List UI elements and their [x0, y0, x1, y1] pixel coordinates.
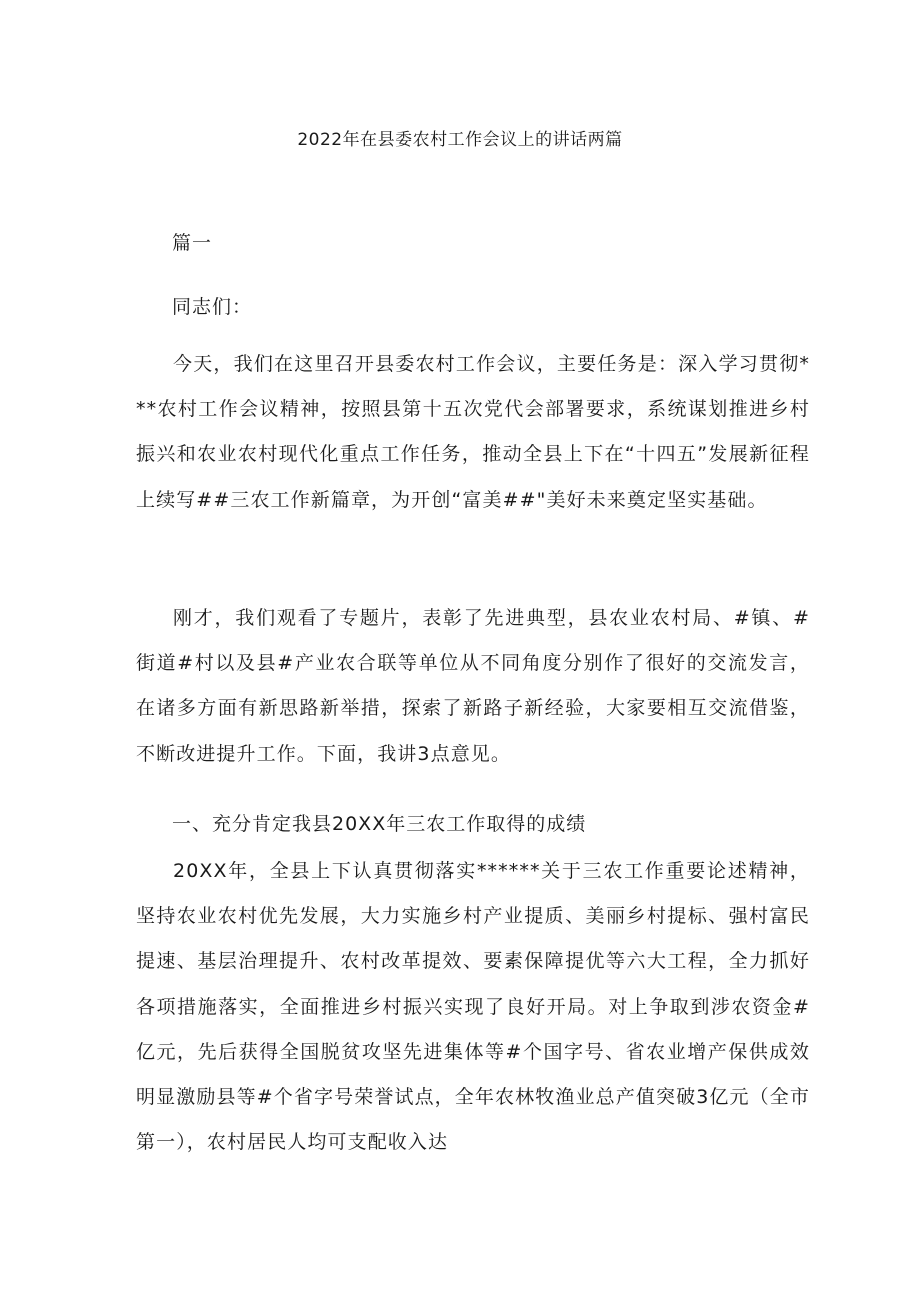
paragraph-achievements: 20XX年，全县上下认真贯彻落实******关于三农工作重要论述精神，坚持农业农村优先发展，大力实施乡村产业提质、美丽乡村提标、强村富民提速、基层治理提升、农村改革提效、要素保障提优等六大工程，全力抓好各项措施落实，全面推进乡村振兴实现了良好开局。对上争取到涉农资金#亿元，先后获得全国脱贫攻坚先进集体等#个国字号、省农业增产保供成效明显激励县等#个省字号荣誉试点，全年农林牧渔业总产值突破3亿元（全市第一），农村居民人均可支配收入达: [136, 860, 810, 1154]
document-title: 2022年在县委农村工作会议上的讲话两篇: [297, 130, 623, 150]
section-heading-1: 一、充分肯定我县20XX年三农工作取得的成绩: [172, 813, 587, 835]
paragraph-review: 刚才，我们观看了专题片，表彰了先进典型，县农业农村局、#镇、#街道#村以及县#产业农合联等单位从不同角度分别作了很好的交流发言，在诸多方面有新思路新举措，探索了新路子新经验，大家要相互交流借鉴，不断改进提升工作。下面，我讲3点意见。: [136, 607, 810, 765]
salutation: 同志们：: [172, 296, 253, 318]
section-label: 篇一: [172, 232, 213, 254]
paragraph-opening: 今天，我们在这里召开县委农村工作会议，主要任务是：深入学习贯彻***农村工作会议精神，按照县第十五次党代会部署要求，系统谋划推进乡村振兴和农业农村现代化重点工作任务，推动全县上下在“十四五”发展新征程上续写##三农工作新篇章，为开创“富美##"美好未来奠定坚实基础。: [136, 353, 810, 511]
